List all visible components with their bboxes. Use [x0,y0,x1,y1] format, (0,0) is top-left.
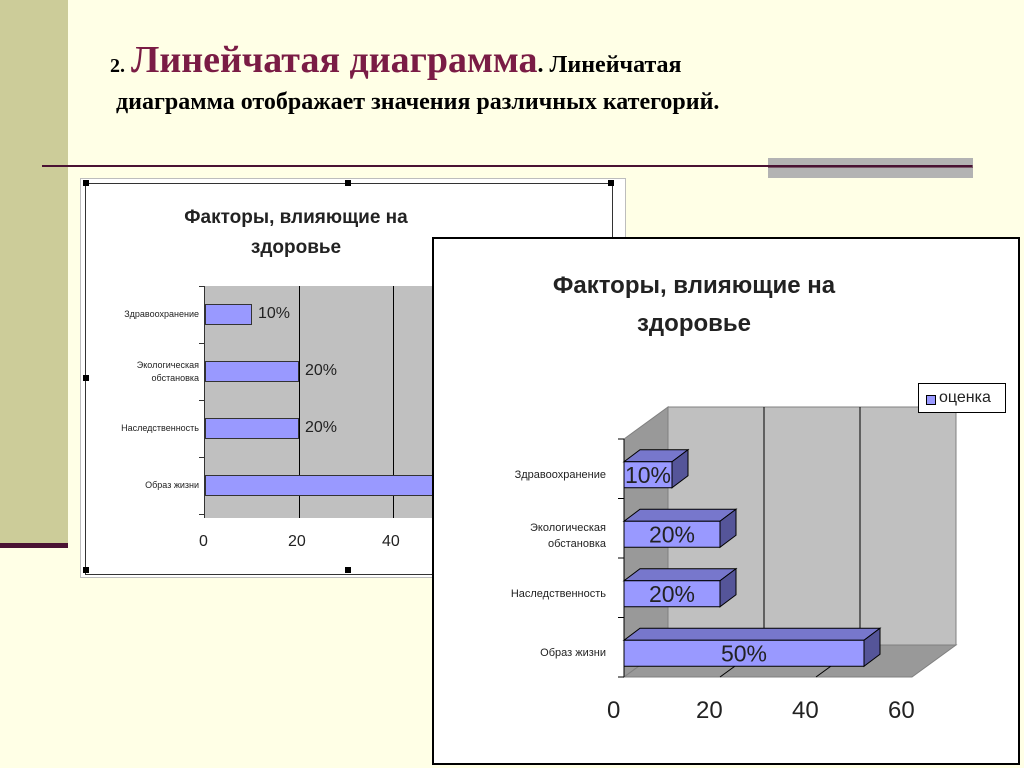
side-accent-line [0,543,68,548]
bar [205,304,252,325]
tick-mark [199,514,204,515]
chart-flat-title: Факторы, влияющие на здоровье [184,207,408,258]
chart-3d-legend [918,383,1006,413]
resize-handle[interactable] [83,180,89,186]
category-label: Здравоохранение [124,309,199,319]
tick-mark [199,286,204,287]
data-label: 20% [305,419,338,436]
side-band [0,0,68,545]
title-bar-gray [768,158,973,178]
x-tick-label: 20 [288,533,306,550]
tick-mark [199,457,204,458]
chart-3d-title: Факторы, влияющие на здоровье [552,272,836,337]
data-label: 20% [305,362,338,379]
bar-top [624,569,736,581]
bar-top [624,509,736,521]
resize-handle[interactable] [83,567,89,573]
x-tick-label: 0 [199,533,208,550]
x-tick-label: 60 [888,697,915,724]
x-tick-label: 40 [382,533,400,550]
x-tick-label: 0 [607,697,621,724]
legend-label: оценка [939,389,991,406]
slide-text-line1: . Линейчатая [537,52,682,78]
data-label: 10% [624,461,672,488]
resize-handle[interactable] [608,180,614,186]
chart-3d[interactable] [432,237,1020,765]
data-label: 20% [648,521,696,548]
data-label: 20% [648,580,696,607]
bar [205,361,299,382]
tick-mark [199,400,204,401]
legend-swatch [926,395,936,405]
data-label: 50% [720,640,768,667]
bar [205,418,299,439]
slide-number: 2. [110,55,125,77]
tick-mark [199,343,204,344]
category-label: Наследственность [121,423,199,433]
resize-handle[interactable] [345,180,351,186]
category-label: Образ жизни [145,480,199,490]
slide-text-line2: диаграмма отображает значения различных категорий. [116,89,720,115]
chart-3d-plot [434,239,1022,767]
category-label: Образ жизни [540,647,606,660]
slide-title [110,39,870,120]
category-label: Экологическая обстановка [136,360,199,383]
category-label: Экологическая обстановка [529,522,606,551]
resize-handle[interactable] [345,567,351,573]
bar-top [624,628,880,640]
x-tick-label: 20 [696,697,723,724]
category-label: Наследственность [510,587,606,600]
title-divider [42,165,972,167]
x-tick-label: 40 [792,697,819,724]
category-label: Здравоохранение [514,468,606,481]
slide-heading: Линейчатая диаграмма [131,39,538,81]
data-label: 10% [258,305,291,322]
bar [205,475,440,496]
